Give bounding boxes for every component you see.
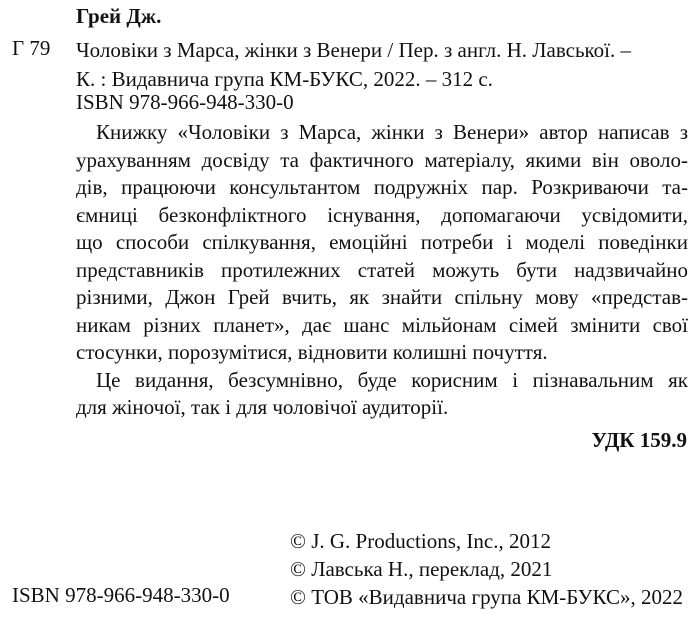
copyright-line: © J. G. Productions, Inc., 2012 <box>290 529 551 553</box>
annotation-line: ємниці безконфліктного існування, допомагаючи усвідомити, <box>76 202 688 227</box>
annotation-line: никам різних планет», дає шанс мільйонам сімей змінити свої <box>76 312 688 337</box>
annotation-line: Книжку «Чоловіки з Марса, жінки з Венери» автор написав з <box>96 120 688 144</box>
copyright-line: © ТОВ «Видавнича група КМ-БУКС», 2022 <box>290 585 683 609</box>
author-name: Грей Дж. <box>76 4 162 28</box>
bbk-code: Г 79 <box>12 36 51 60</box>
isbn-bottom: ISBN 978-966-948-330-0 <box>12 583 230 607</box>
annotation-line: урахуванням досвіду та фактичного матеріалу, якими він оволо- <box>76 147 688 172</box>
bibliographic-record <box>76 36 688 94</box>
annotation-line: стосунки, порозумітися, відновити колишні почуття. <box>76 340 548 364</box>
annotation-line: представників протилежних статей можуть бути надзвичайно <box>76 257 688 282</box>
annotation-line: різними, Джон Грей вчить, як знайти спільну мову «представ- <box>76 285 688 309</box>
annotation <box>76 119 688 422</box>
copyright-block <box>290 527 683 611</box>
annotation-line: для жіночої, так і для чоловічої аудиторії. <box>76 395 449 419</box>
annotation-line: Це видання, безсумнівно, буде корисним і пізнавальним як <box>96 367 688 392</box>
udk-code: УДК 159.9 <box>591 428 687 452</box>
annotation-line: що способи спілкування, емоційні потреби і моделі поведінки <box>76 230 688 254</box>
copyright-line: © Лавська Н., переклад, 2021 <box>290 557 553 581</box>
annotation-line: дів, працюючи консультантом подружніх пар. Розкриваючи та- <box>76 175 688 199</box>
biblio-line-publisher: К. : Видавнича група КМ-БУКС, 2022. – 312 с. <box>76 67 493 91</box>
isbn-top: ISBN 978-966-948-330-0 <box>76 90 294 114</box>
biblio-line-title: Чоловіки з Марса, жінки з Венери / Пер. з англ. Н. Лавської. – <box>76 38 632 62</box>
